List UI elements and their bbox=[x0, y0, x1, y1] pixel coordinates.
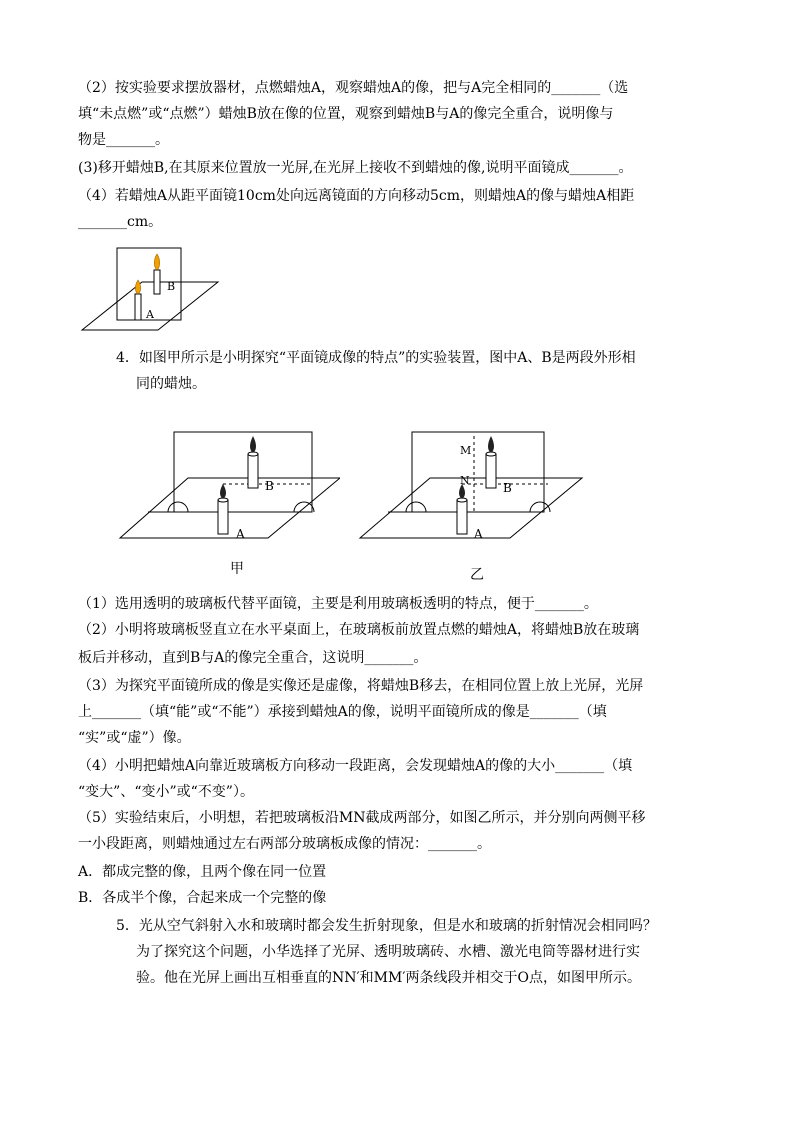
fig-yi-label-n: N bbox=[460, 474, 470, 487]
q3-2-line3: 物是_______。 bbox=[78, 132, 169, 148]
fig-yi-caption: 乙 bbox=[470, 567, 484, 583]
p4-q4-line1: （4）小明把蜡烛A向靠近玻璃板方向移动一段距离，会发现蜡烛A的像的大小_______（填 bbox=[78, 758, 633, 774]
fig-yi-label-m: M bbox=[460, 444, 472, 457]
candle-mirror-figure-small bbox=[80, 242, 230, 334]
fig-jia-label-a: A bbox=[236, 527, 245, 541]
fig-yi-label-b: B bbox=[503, 481, 512, 495]
fig-jia-caption: 甲 bbox=[230, 561, 244, 577]
p4-q5-line2: 一小段距离，则蜡烛通过左右两部分玻璃板成像的情况：_______。 bbox=[78, 836, 491, 852]
q3-2-line2: 填“未点燃”或“点燃”）蜡烛B放在像的位置，观察到蜡烛B与A的像完全重合，说明像与 bbox=[78, 106, 614, 122]
p4-stem-line1: 4．如图甲所示是小明探究“平面镜成像的特点”的实验装置，图中A、B是两段外形相 bbox=[116, 350, 636, 366]
q3-4-line2: _______cm。 bbox=[78, 214, 163, 230]
p5-line1: 5．光从空气斜射入水和玻璃时都会发生折射现象，但是水和玻璃的折射情况会相同吗？ bbox=[116, 918, 657, 934]
figure-jia bbox=[118, 428, 340, 558]
p4-stem-line2: 同的蜡烛。 bbox=[136, 376, 206, 392]
p4-q3-line2: 上_______（填“能”或“不能”）承接到蜡烛A的像，说明平面镜所成的像是_______（填 bbox=[78, 704, 607, 720]
p4-q1: （1）选用透明的玻璃板代替平面镜，主要是利用玻璃板透明的特点，便于_______。 bbox=[78, 596, 598, 612]
p4-q3-line3: “实”或“虚”）像。 bbox=[78, 730, 191, 746]
fig-jia-label-b: B bbox=[265, 479, 274, 493]
p4-option-b: B．各成半个像，合起来成一个完整的像 bbox=[78, 890, 327, 906]
q3-3-line1: (3)移开蜡烛B,在其原来位置放一光屏,在光屏上接收不到蜡烛的像,说明平面镜成_______。 bbox=[78, 160, 633, 176]
fig-small-label-b: B bbox=[167, 280, 176, 293]
p5-line3: 验。他在光屏上画出互相垂直的NN′和MM′两条线段并相交于O点，如图甲所示。 bbox=[136, 970, 642, 986]
fig-small-label-a: A bbox=[146, 308, 154, 321]
p4-option-a: A．都成完整的像，且两个像在同一位置 bbox=[78, 864, 327, 880]
p4-q2-line2: 板后并移动，直到B与A的像完全重合，这说明_______。 bbox=[78, 650, 428, 666]
fig-yi-label-a: A bbox=[474, 527, 483, 541]
p4-q4-line2: “变大”、“变小”或“不变”）。 bbox=[78, 784, 254, 800]
p4-q3-line1: （3）为探究平面镜所成的像是实像还是虚像，将蜡烛B移去，在相同位置上放上光屏，光屏 bbox=[78, 678, 644, 694]
figure-yi bbox=[358, 428, 584, 558]
p4-q5-line1: （5）实验结束后，小明想，若把玻璃板沿MN截成两部分，如图乙所示，并分别向两侧平移 bbox=[78, 810, 646, 826]
q3-2-line1: （2）按实验要求摆放器材，点燃蜡烛A，观察蜡烛A的像，把与A完全相同的_______（选 bbox=[78, 80, 629, 96]
p5-line2: 为了探究这个问题，小华选择了光屏、透明玻璃砖、水槽、激光电筒等器材进行实 bbox=[136, 944, 640, 960]
q3-4-line1: （4）若蜡烛A从距平面镜10cm处向远离镜面的方向移动5cm，则蜡烛A的像与蜡烛A相距 bbox=[78, 188, 635, 204]
p4-q2-line1: （2）小明将玻璃板竖直立在水平桌面上，在玻璃板前放置点燃的蜡烛A，将蜡烛B放在玻璃 bbox=[78, 622, 640, 638]
